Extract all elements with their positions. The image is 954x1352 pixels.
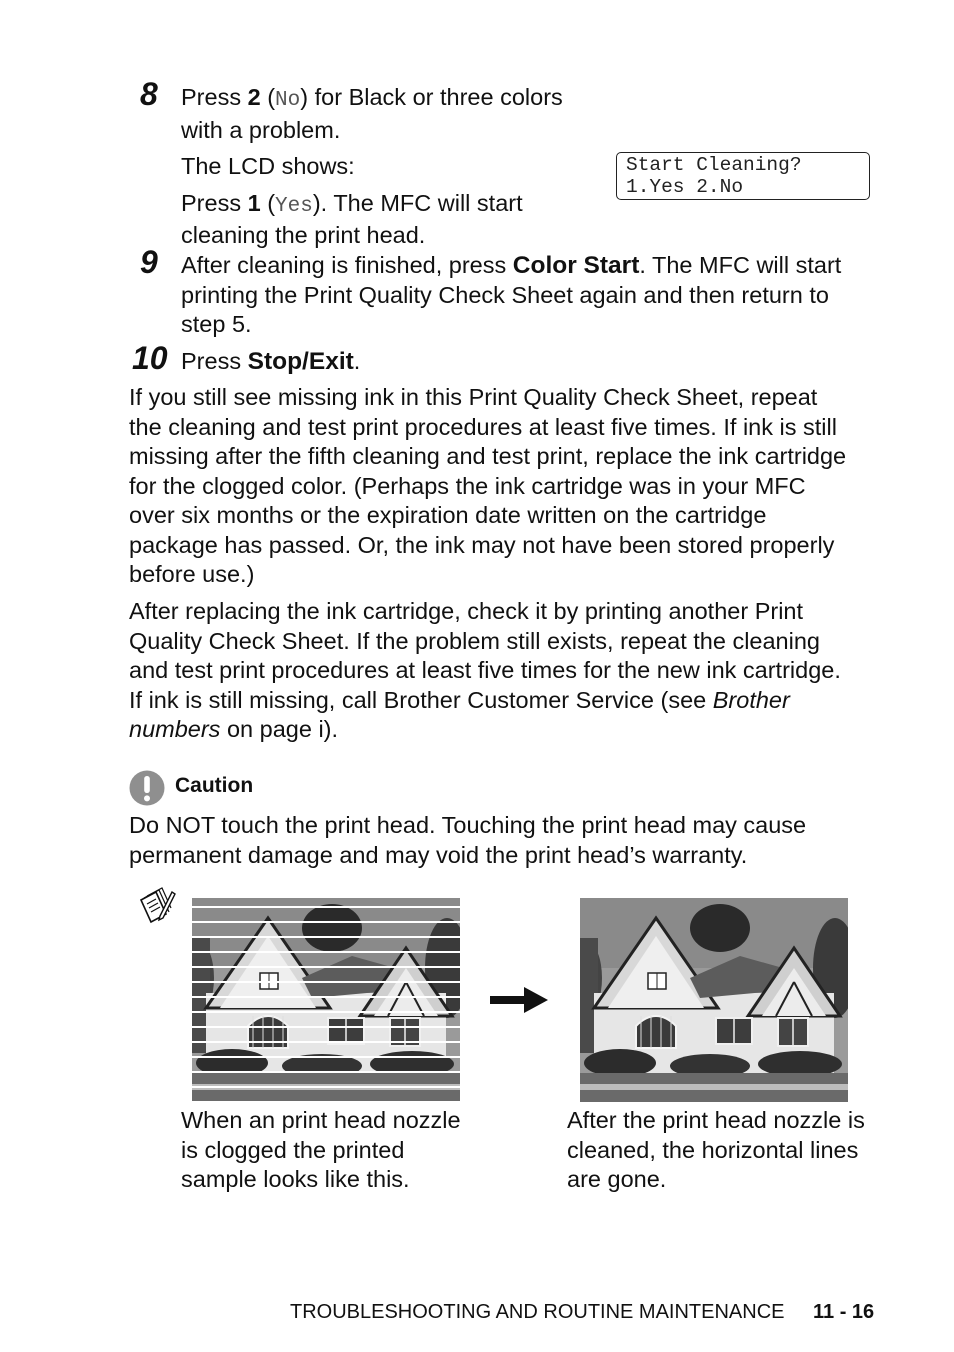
caption-before-line: sample looks like this.: [181, 1166, 410, 1192]
step-8-paren: (: [260, 84, 276, 110]
caption-after-line: After the print head nozzle is: [567, 1107, 865, 1133]
para1-line: over six months or the expiration date written on the cartridge: [129, 502, 767, 528]
caption-before-line: is clogged the printed: [181, 1136, 405, 1163]
step-8-press1: Press: [181, 189, 248, 216]
brother-numbers-link-cont: numbers: [129, 716, 221, 742]
step-9-post: . The MFC will start: [639, 252, 842, 278]
step-8-text: [181, 83, 611, 251]
step-8-key: 2: [247, 84, 261, 110]
para1-line: before use.): [129, 561, 255, 587]
lcd-line-1: Start Cleaning?: [626, 154, 802, 176]
para2-line4: If ink is still missing, call Brother Customer Service (see: [129, 686, 713, 713]
step-9-line3: step 5.: [181, 311, 252, 337]
step-number-10: 10: [132, 340, 168, 376]
exclamation-icon: [129, 770, 165, 806]
paragraph-after-replacing: [129, 597, 919, 745]
para1-line: the cleaning and test print procedures at least five times. If ink is still: [129, 413, 837, 440]
footer-section-title: TROUBLESHOOTING AND ROUTINE MAINTENANCE: [290, 1301, 785, 1323]
step-9-text: [181, 251, 901, 340]
step-8-press: Press: [181, 84, 248, 110]
step-8-key-code: No: [275, 89, 301, 112]
step-9-pre: After cleaning is finished, press: [181, 252, 513, 278]
stop-exit-button-label: Stop/Exit: [247, 348, 354, 375]
para1-line: If you still see missing ink in this Print Quality Check Sheet, repeat: [129, 384, 818, 410]
para2-line: Quality Check Sheet. If the problem still exists, repeat the cleaning: [129, 627, 820, 654]
caption-before-line: When an print head nozzle: [181, 1107, 461, 1133]
lcd-line-2: 1.Yes 2.No: [626, 176, 744, 198]
caution-line: Do NOT touch the print head. Touching the print head may cause: [129, 812, 807, 838]
caution-title: Caution: [175, 774, 254, 797]
caution-text: [129, 811, 919, 870]
step-8-press1-code: Yes: [275, 194, 313, 218]
step-10-pre: Press: [181, 348, 248, 374]
caption-after-line: are gone.: [567, 1166, 667, 1192]
house-photo-clogged: [192, 898, 460, 1102]
step-8-rest: ) for Black or three colors: [300, 84, 563, 110]
arrow-right-icon: [490, 985, 550, 1015]
lcd-display: [616, 152, 870, 200]
caption-after: [567, 1106, 907, 1195]
note-pencil-icon: [138, 886, 176, 926]
step-10-post: .: [353, 348, 361, 374]
para2-line: and test print procedures at least five times for the new ink cartridge.: [129, 657, 841, 683]
para1-line: missing after the fifth cleaning and test print, replace the ink cartridge: [129, 443, 847, 469]
caption-after-line: cleaned, the horizontal lines: [567, 1136, 859, 1163]
step-10-text: [181, 347, 360, 377]
caption-before: [181, 1106, 511, 1195]
paragraph-repeat-cleaning: [129, 383, 919, 590]
step-8-press1-key: 1: [247, 189, 261, 216]
color-start-button-label: Color Start: [512, 252, 640, 279]
brother-numbers-link: Brother: [712, 686, 790, 713]
step-8-press1-rest: ). The MFC will start: [312, 189, 523, 216]
step-9-line2: printing the Print Quality Check Sheet again and then return to: [181, 281, 829, 308]
caution-line: permanent damage and may void the print head’s warranty.: [129, 841, 748, 868]
footer-page-number: 11 - 16: [813, 1301, 875, 1323]
para1-line: for the clogged color. (Perhaps the ink cartridge was in your MFC: [129, 472, 806, 499]
para2-line5: on page i).: [220, 716, 339, 742]
para1-line: package has passed. Or, the ink may not have been stored properly: [129, 531, 835, 558]
step-8-press1-paren: (: [260, 189, 276, 216]
step-8-line2: with a problem.: [181, 116, 341, 143]
step-number-8: 8: [140, 76, 158, 112]
para2-line: After replacing the ink cartridge, check it by printing another Print: [129, 598, 804, 624]
step-number-9: 9: [140, 244, 158, 280]
step-8-press1-line2: cleaning the print head.: [181, 222, 426, 248]
house-photo-clean: [580, 898, 848, 1102]
step-8-lcd-shows: The LCD shows:: [181, 153, 355, 179]
